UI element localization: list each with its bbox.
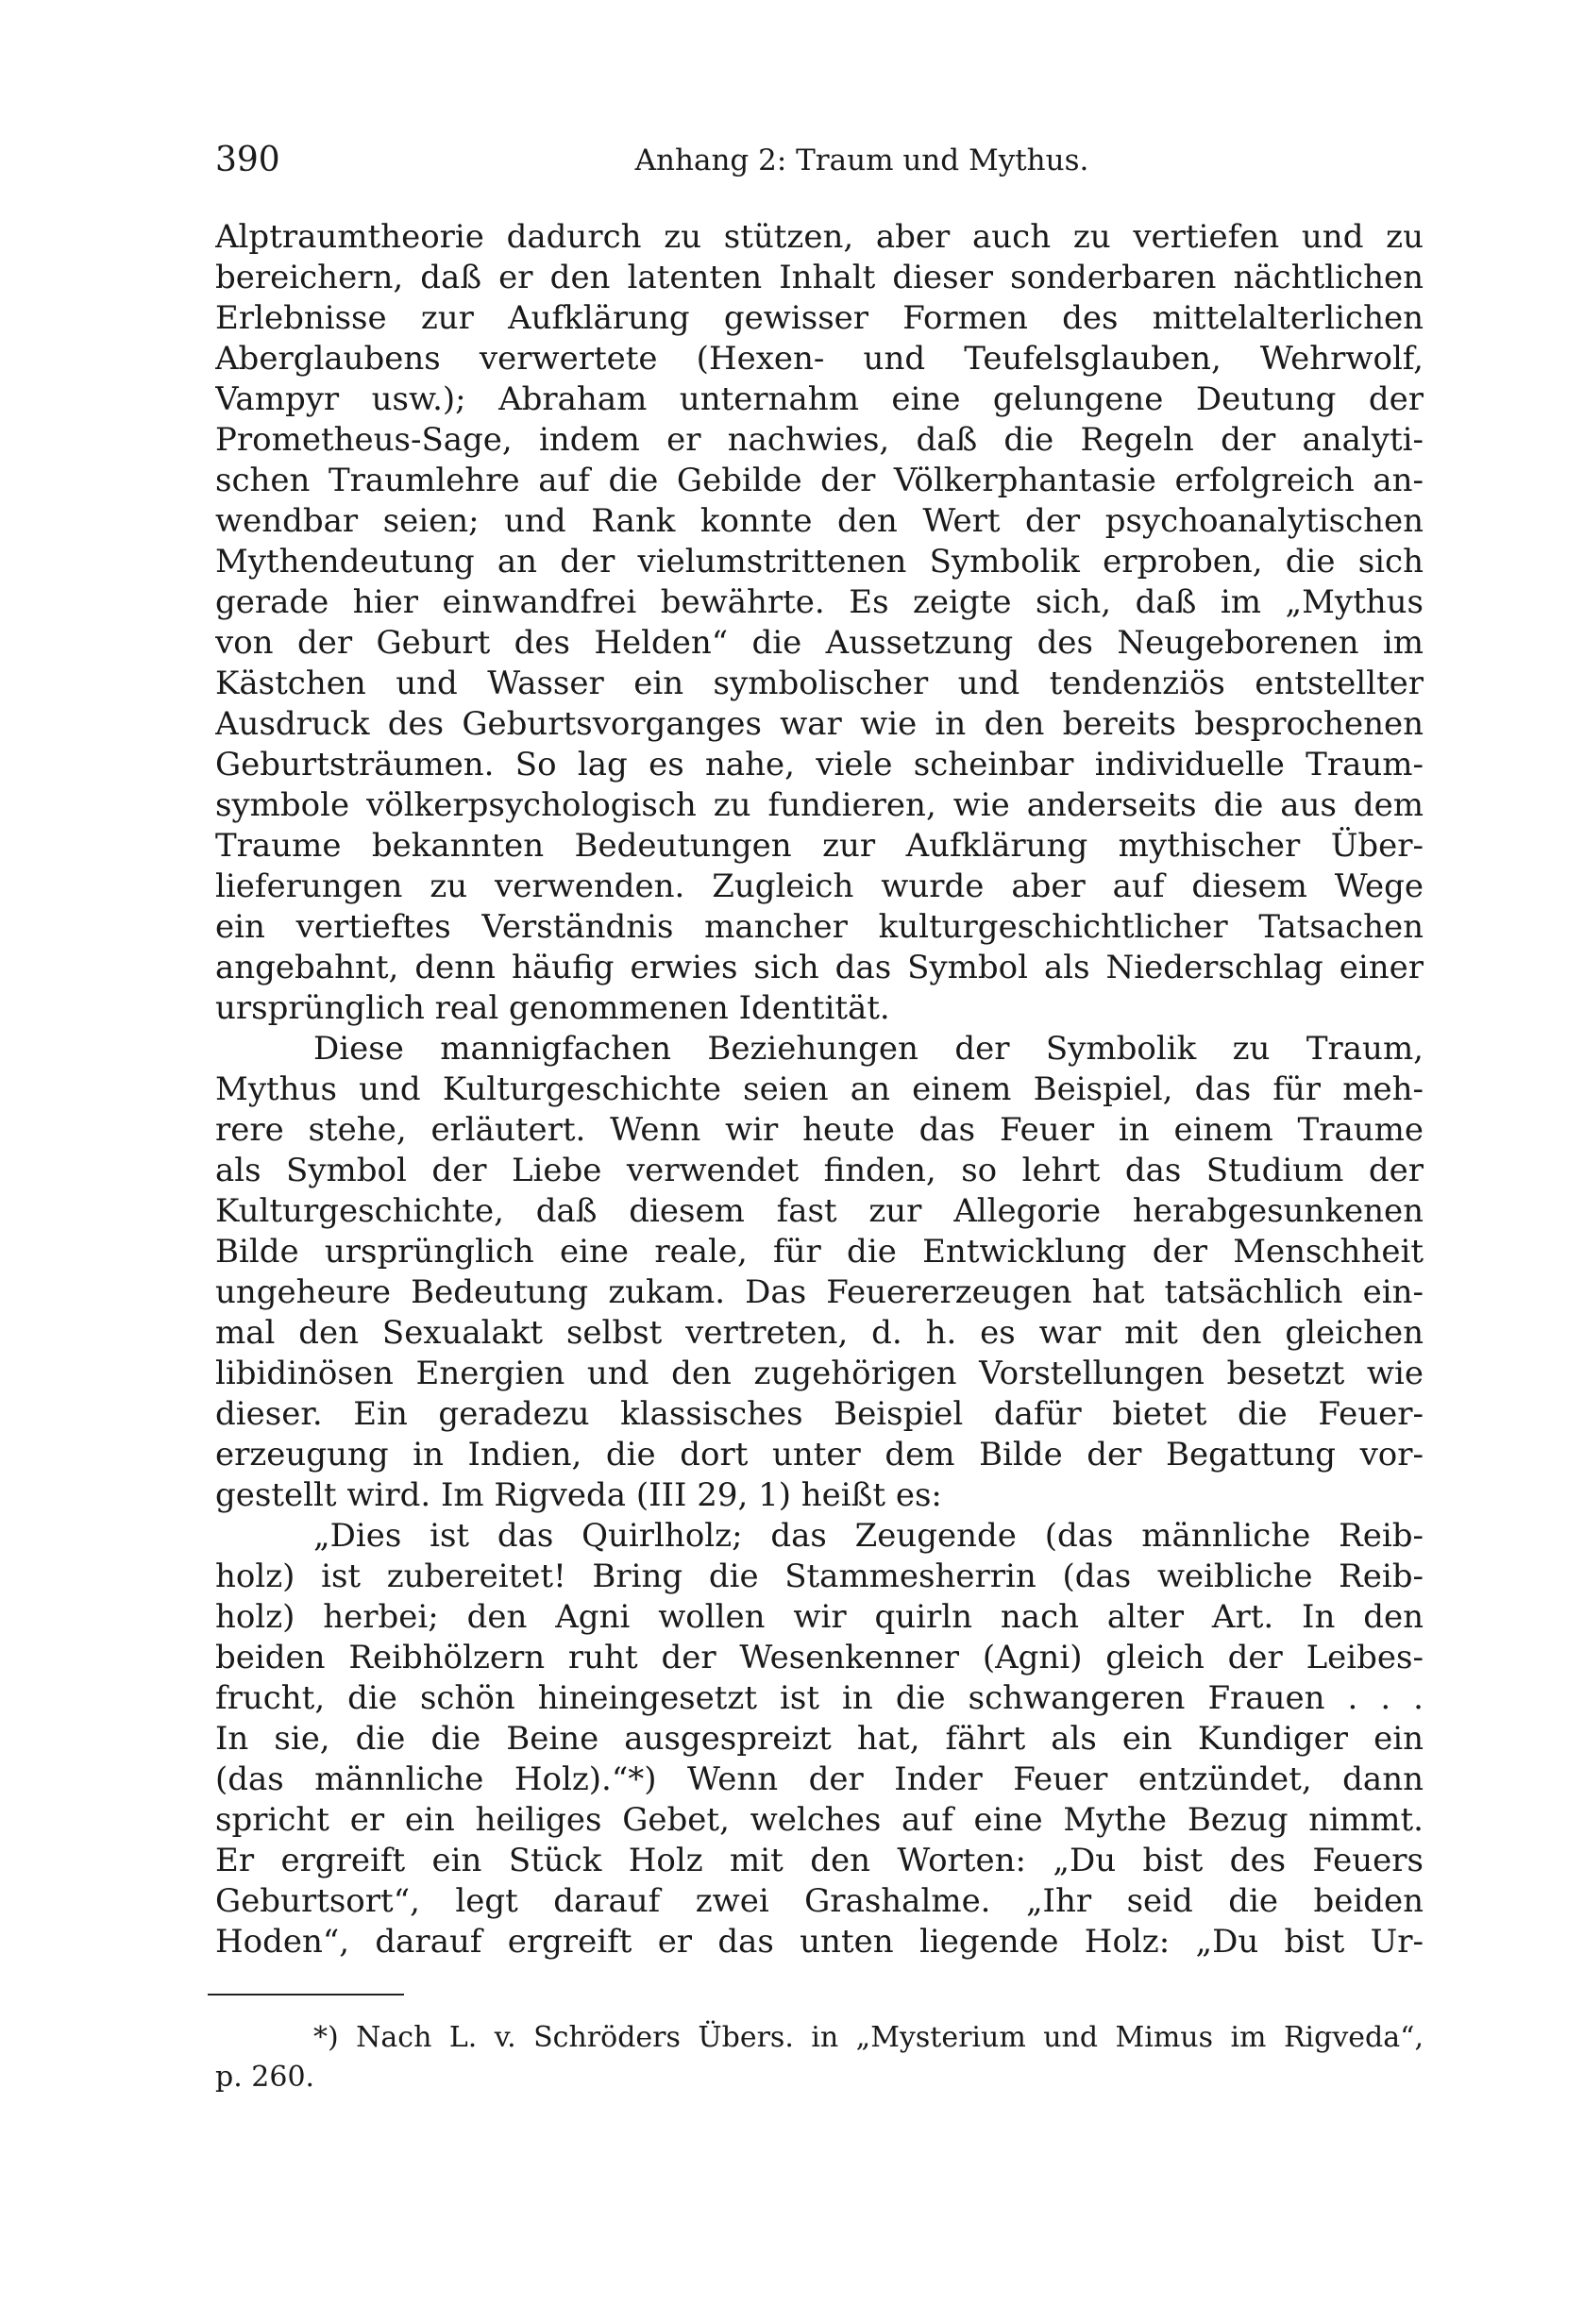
text-line: Alptraumtheorie dadurch zu stützen, aber auch zu vertiefen und zu [215,218,1424,256]
text-line: Diese mannigfachen Beziehungen der Symbolik zu Traum, [313,1030,1424,1068]
text-line: bereichern, daß er den latenten Inhalt dieser sonderbaren nächtlichen [215,259,1424,296]
text-line: erzeugung in Indien, die dort unter dem Bilde der Begattung vor- [215,1436,1424,1474]
text-line: als Symbol der Liebe verwendet finden, so lehrt das Studium der [215,1152,1424,1189]
text-line: von der Geburt des Helden“ die Aussetzung des Neugeborenen im [215,624,1424,662]
quote-line: holz) herbei; den Agni wollen wir quirln nach alter Art. In den [215,1598,1424,1636]
quote-line: In sie, die die Beine ausgespreizt hat, fährt als ein Kundiger ein [215,1720,1424,1758]
text-line: libidinösen Energien und den zugehörigen Vorstellungen besetzt wie [215,1355,1424,1392]
page-number: 390 [215,141,280,179]
text-line: Hoden“, darauf ergreift er das unten liegende Holz: „Du bist Ur- [215,1923,1424,1961]
footnote-divider [208,1994,404,1996]
text-line: ungeheure Bedeutung zukam. Das Feuererzeugen hat tatsächlich ein- [215,1273,1424,1311]
text-line: spricht er ein heiliges Gebet, welches auf eine Mythe Bezug nimmt. [215,1801,1424,1839]
running-title: Anhang 2: Traum und Mythus. [634,143,1089,177]
text-line: Mythendeutung an der vielumstrittenen Symbolik erproben, die sich [215,543,1424,581]
quote-line: holz) ist zubereitet! Bring die Stammesherrin (das weibliche Reib- [215,1558,1424,1595]
quote-line: frucht, die schön hineingesetzt ist in die schwangeren Frauen . . . [215,1679,1424,1717]
text-line: mal den Sexualakt selbst vertreten, d. h. es war mit den gleichen [215,1314,1424,1352]
main-text [215,217,1424,1962]
text-line: Traume bekannten Bedeutungen zur Aufklärung mythischer Über- [215,827,1424,865]
text-line: lieferungen zu verwenden. Zugleich wurde aber auf diesem Wege [215,867,1424,905]
text-line: ein vertieftes Verständnis mancher kulturgeschichtlicher Tatsachen [215,908,1424,946]
text-line: Geburtsträumen. So lag es nahe, viele scheinbar individuelle Traum- [215,746,1424,783]
text-line: wendbar seien; und Rank konnte den Wert der psychoanalytischen [215,502,1424,540]
footnote [215,2018,1424,2097]
text-line: Mythus und Kulturgeschichte seien an einem Beispiel, das für meh- [215,1070,1424,1108]
text-line: schen Traumlehre auf die Gebilde der Völkerphantasie erfolgreich an- [215,462,1424,499]
text-line: angebahnt, denn häufig erwies sich das Symbol als Niederschlag einer [215,949,1424,986]
text-line: Kästchen und Wasser ein symbolischer und tendenziös entstellter [215,665,1424,702]
text-line: Aberglaubens verwertete (Hexen- und Teufelsglauben, Wehrwolf, [215,340,1424,378]
text-line: symbole völkerpsychologisch zu fundieren, wie anderseits die aus dem [215,786,1424,824]
text-line: rere stehe, erläutert. Wenn wir heute das Feuer in einem Traume [215,1111,1424,1149]
footnote-line: p. 260. [215,2061,315,2094]
footnote-line: *) Nach L. v. Schröders Übers. in „Mysterium und Mimus im Rigveda“, [313,2021,1424,2054]
quote-line: „Dies ist das Quirlholz; das Zeugende (das männliche Reib- [313,1517,1424,1555]
text-line: Er ergreift ein Stück Holz mit den Worten: „Du bist des Feuers [215,1842,1424,1879]
text-line: Ausdruck des Geburtsvorganges war wie in den bereits besprochenen [215,705,1424,743]
text-line: dieser. Ein geradezu klassisches Beispiel dafür bietet die Feuer- [215,1395,1424,1433]
text-line: gestellt wird. Im Rigveda (III 29, 1) heißt es: [215,1476,942,1514]
text-line: ursprünglich real genommenen Identität. [215,989,890,1027]
text-line: Kulturgeschichte, daß diesem fast zur Allegorie herabgesunkenen [215,1192,1424,1230]
text-line: Erlebnisse zur Aufklärung gewisser Formen des mittelalterlichen [215,299,1424,337]
text-line: Bilde ursprünglich eine reale, für die Entwicklung der Menschheit [215,1233,1424,1271]
text-line: gerade hier einwandfrei bewährte. Es zeigte sich, daß im „Mythus [215,583,1424,621]
page-header [215,137,1424,184]
text-line: Prometheus-Sage, indem er nachwies, daß die Regeln der analyti- [215,421,1424,459]
text-line: Vampyr usw.); Abraham unternahm eine gelungene Deutung der [215,380,1424,418]
text-line: Geburtsort“, legt darauf zwei Grashalme. „Ihr seid die beiden [215,1882,1424,1920]
text-line: (das männliche Holz).“*) Wenn der Inder Feuer entzündet, dann [215,1760,1424,1798]
quote-line: beiden Reibhölzern ruht der Wesenkenner (Agni) gleich der Leibes- [215,1639,1424,1676]
